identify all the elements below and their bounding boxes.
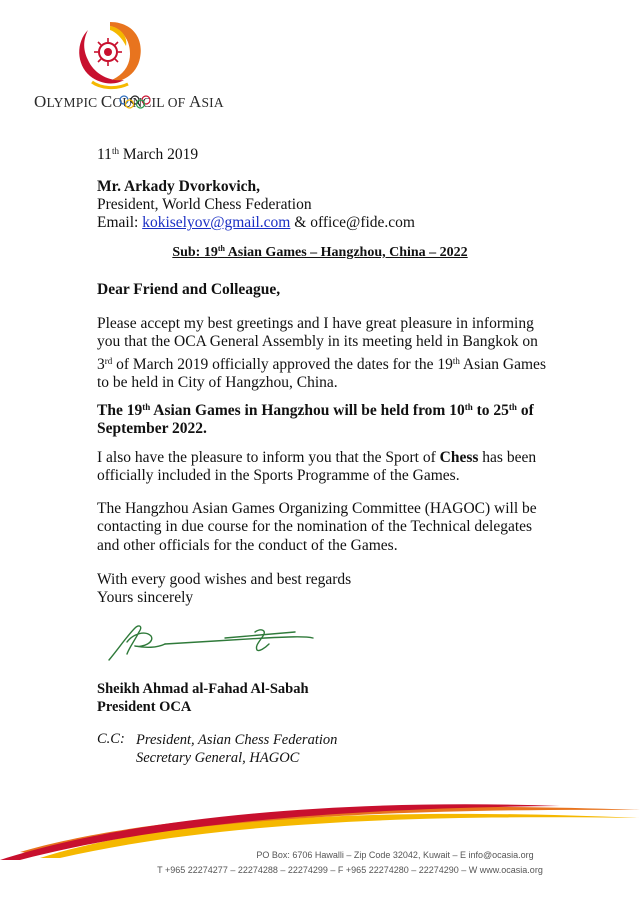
signer-block xyxy=(97,680,309,716)
cc-list xyxy=(136,731,337,767)
signer-name: Sheikh Ahmad al-Fahad Al-Sabah xyxy=(97,681,309,697)
paragraph-intro: Please accept my best greetings and I have great pleasure in informing you that the OCA General Assembly in its meeting held in Bangkok on 3rd of March 2019 officially approved the dates for the 19th Asian Games to be held in City of Hangzhou, China. xyxy=(97,315,546,392)
cc-label: C.C: xyxy=(97,731,125,747)
recipient-name: Mr. Arkady Dvorkovich, xyxy=(97,178,261,195)
recipient-block xyxy=(97,178,415,232)
salutation: Dear Friend and Colleague, xyxy=(97,281,281,298)
paragraph-dates: The 19th Asian Games in Hangzhou will be held from 10th to 25th of September 2022. xyxy=(97,402,534,438)
email-link[interactable]: kokiselyov@gmail.com xyxy=(142,214,291,231)
cc-item: Secretary General, HAGOC xyxy=(136,750,300,766)
olympic-rings-icon xyxy=(118,95,152,109)
letter-date: 11th March 2019 xyxy=(97,146,199,163)
recipient-title: President, World Chess Federation xyxy=(97,196,312,213)
subject-line: Sub: 19th Asian Games – Hangzhou, China – 2022 xyxy=(172,244,468,260)
footer-contacts: T +965 22274277 – 22274288 – 22274299 – F +965 22274280 – 22274290 – W www.ocasia.org xyxy=(157,865,543,875)
paragraph-chess: I also have the pleasure to inform you that the Sport of Chess has been officially included in the Sports Programme of the Games. xyxy=(97,449,537,485)
cc-item: President, Asian Chess Federation xyxy=(136,732,338,748)
signature-image xyxy=(105,618,320,668)
signer-title: President OCA xyxy=(97,699,192,715)
paragraph-hagoc: The Hangzhou Asian Games Organizing Committee (HAGOC) will be contacting in due course for the nomination of the Technical delegates and other officials for the conduct of the Games. xyxy=(97,500,537,554)
footer-address: PO Box: 6706 Hawalli – Zip Code 32042, Kuwait – E info@ocasia.org xyxy=(256,850,534,860)
organization-name: OLYMPIC COUNCIL OF ASIA xyxy=(34,92,224,111)
oca-logo-icon xyxy=(70,16,150,94)
recipient-email: Email: kokiselyov@gmail.com & office@fide.com xyxy=(97,214,415,231)
closing: With every good wishes and best regards Yours sincerely xyxy=(97,571,352,607)
